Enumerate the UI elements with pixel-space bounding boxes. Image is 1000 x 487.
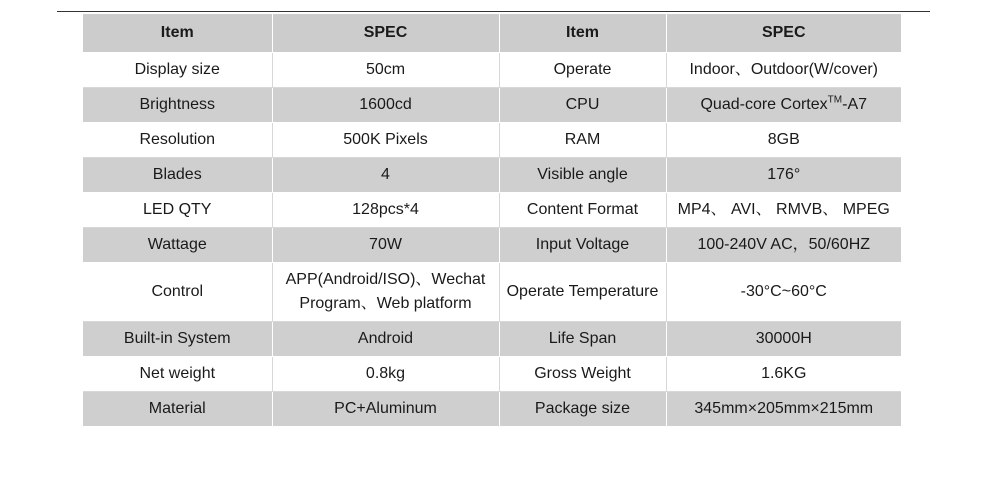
item-cell: RAM — [499, 123, 666, 158]
spec-cell: APP(Android/ISO)、Wechat Program、Web platform — [272, 263, 499, 322]
header-row — [83, 14, 901, 53]
item-cell: Content Format — [499, 193, 666, 228]
spec-cell: 30000H — [666, 322, 901, 357]
table-row — [83, 123, 901, 158]
header-item-2: Item — [499, 14, 666, 53]
spec-cell: 50cm — [272, 53, 499, 88]
item-cell: Material — [83, 392, 272, 427]
header-item-1: Item — [83, 14, 272, 53]
item-cell: Operate Temperature — [499, 263, 666, 322]
item-cell: LED QTY — [83, 193, 272, 228]
spec-cell: Android — [272, 322, 499, 357]
item-cell: Life Span — [499, 322, 666, 357]
spec-cell: 100-240V AC，50/60HZ — [666, 228, 901, 263]
spec-cell: -30°C~60°C — [666, 263, 901, 322]
item-cell: CPU — [499, 88, 666, 123]
spec-cell: Indoor、Outdoor(W/cover) — [666, 53, 901, 88]
spec-cell: 345mm×205mm×215mm — [666, 392, 901, 427]
table-row — [83, 53, 901, 88]
spec-cell — [666, 88, 901, 123]
table-row — [83, 193, 901, 228]
item-cell: Package size — [499, 392, 666, 427]
table-row — [83, 392, 901, 427]
spec-cell: PC+Aluminum — [272, 392, 499, 427]
item-cell: Control — [83, 263, 272, 322]
item-cell: Operate — [499, 53, 666, 88]
table-row — [83, 228, 901, 263]
spec-cell: 1.6KG — [666, 357, 901, 392]
header-spec-2: SPEC — [666, 14, 901, 53]
table-row — [83, 322, 901, 357]
item-cell: Net weight — [83, 357, 272, 392]
item-cell: Input Voltage — [499, 228, 666, 263]
table-row — [83, 158, 901, 193]
item-cell: Blades — [83, 158, 272, 193]
spec-cell: 0.8kg — [272, 357, 499, 392]
item-cell: Resolution — [83, 123, 272, 158]
spec-cell: 4 — [272, 158, 499, 193]
item-cell: Gross Weight — [499, 357, 666, 392]
top-divider — [57, 11, 930, 12]
spec-cell: 8GB — [666, 123, 901, 158]
cpu-spec-text: Quad-core Cortex — [700, 96, 828, 113]
item-cell: Built-in System — [83, 322, 272, 357]
table-row — [83, 357, 901, 392]
item-cell: Wattage — [83, 228, 272, 263]
table-row — [83, 88, 901, 123]
table-row — [83, 263, 901, 322]
header-spec-1: SPEC — [272, 14, 499, 53]
item-cell: Display size — [83, 53, 272, 88]
spec-cell: 128pcs*4 — [272, 193, 499, 228]
spec-table — [83, 14, 901, 427]
trademark-sup: TM — [827, 94, 843, 106]
item-cell: Brightness — [83, 88, 272, 123]
spec-cell: 70W — [272, 228, 499, 263]
item-cell: Visible angle — [499, 158, 666, 193]
cpu-spec-suffix: -A7 — [842, 96, 868, 113]
spec-cell: 176° — [666, 158, 901, 193]
spec-cell: 1600cd — [272, 88, 499, 123]
spec-cell: MP4、 AVI、 RMVB、 MPEG — [666, 193, 901, 228]
spec-cell: 500K Pixels — [272, 123, 499, 158]
